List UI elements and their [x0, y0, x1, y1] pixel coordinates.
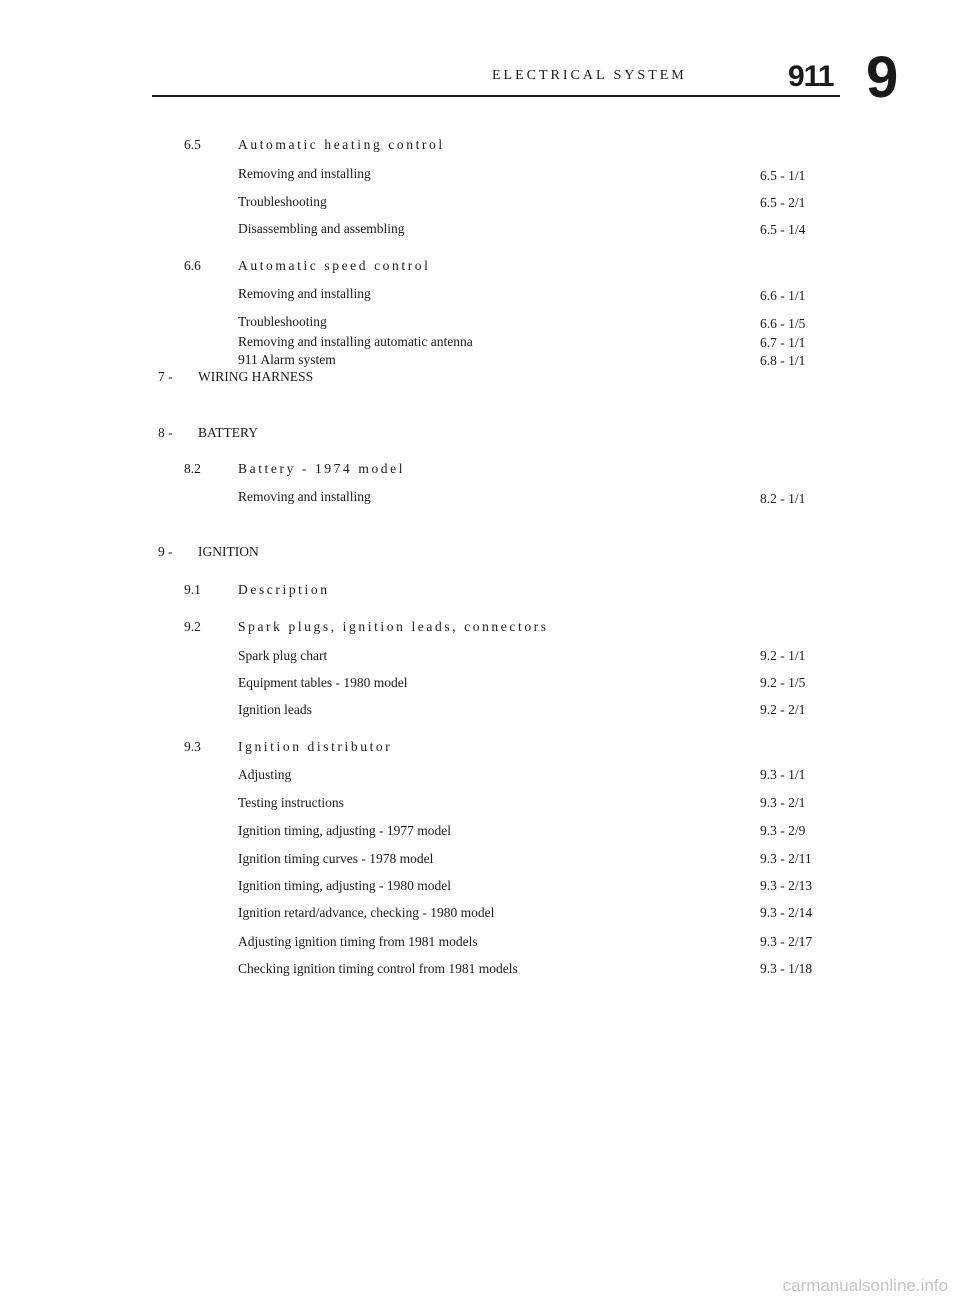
subsection-number: 8.2: [184, 461, 201, 476]
section-title: WIRING HARNESS: [198, 369, 314, 384]
entry-page-ref: 9.3 - 1/1: [760, 767, 806, 782]
entry-label: Testing instructions: [238, 795, 344, 810]
subsection-number: 6.5: [184, 137, 201, 152]
entry-label: Removing and installing: [238, 286, 371, 301]
entry-label: Removing and installing: [238, 166, 371, 181]
entry-label: Ignition leads: [238, 702, 312, 717]
entry-page-ref: 6.5 - 1/1: [760, 168, 806, 183]
section-number: 7 -: [158, 369, 173, 384]
entry-label: Equipment tables - 1980 model: [238, 675, 408, 690]
entry-page-ref: 6.7 - 1/1: [760, 335, 806, 350]
subsection-title: Battery - 1974 model: [238, 461, 406, 476]
entry-page-ref: 9.2 - 1/5: [760, 675, 806, 690]
subsection-number: 9.1: [184, 582, 201, 597]
subsection-title: Automatic heating control: [238, 137, 445, 152]
entry-label: 911 Alarm system: [238, 352, 336, 367]
entry-label: Adjusting: [238, 767, 292, 782]
entry-label: Ignition retard/advance, checking - 1980 model: [238, 905, 495, 920]
subsection-number: 6.6: [184, 258, 201, 273]
entry-label: Checking ignition timing control from 1981 models: [238, 961, 518, 976]
section-number: 9 -: [158, 544, 173, 559]
entry-page-ref: 6.6 - 1/5: [760, 316, 806, 331]
entry-page-ref: 6.5 - 2/1: [760, 195, 806, 210]
entry-label: Adjusting ignition timing from 1981 models: [238, 934, 478, 949]
watermark: carmanualsonline.info: [782, 1276, 948, 1295]
entry-page-ref: 9.3 - 2/17: [760, 934, 813, 949]
entry-label: Spark plug chart: [238, 648, 328, 663]
entry-page-ref: 9.3 - 1/18: [760, 961, 813, 976]
subsection-title: Spark plugs, ignition leads, connectors: [238, 619, 549, 634]
entry-label: Troubleshooting: [238, 314, 327, 329]
entry-page-ref: 9.3 - 2/1: [760, 795, 806, 810]
entry-page-ref: 9.2 - 2/1: [760, 702, 806, 717]
entry-page-ref: 6.8 - 1/1: [760, 353, 806, 368]
header-rule: [152, 95, 840, 97]
subsection-number: 9.3: [184, 739, 201, 754]
entry-label: Ignition timing, adjusting - 1980 model: [238, 878, 451, 893]
entry-page-ref: 8.2 - 1/1: [760, 491, 806, 506]
header-chapter-number: 9: [866, 45, 899, 110]
entry-page-ref: 6.6 - 1/1: [760, 288, 806, 303]
section-title: BATTERY: [198, 425, 259, 440]
section-title: IGNITION: [198, 544, 259, 559]
entry-page-ref: 9.3 - 2/9: [760, 823, 806, 838]
subsection-number: 9.2: [184, 619, 201, 634]
entry-page-ref: 6.5 - 1/4: [760, 222, 806, 237]
entry-page-ref: 9.2 - 1/1: [760, 648, 806, 663]
entry-label: Removing and installing automatic antenna: [238, 334, 473, 349]
entry-label: Ignition timing, adjusting - 1977 model: [238, 823, 451, 838]
entry-label: Disassembling and assembling: [238, 221, 405, 236]
subsection-title: Automatic speed control: [238, 258, 431, 273]
entry-page-ref: 9.3 - 2/11: [760, 851, 812, 866]
header-title: ELECTRICAL SYSTEM: [492, 68, 687, 83]
entry-label: Removing and installing: [238, 489, 371, 504]
entry-label: Troubleshooting: [238, 194, 327, 209]
entry-label: Ignition timing curves - 1978 model: [238, 851, 434, 866]
entry-page-ref: 9.3 - 2/14: [760, 905, 813, 920]
subsection-title: Ignition distributor: [238, 739, 393, 754]
section-number: 8 -: [158, 425, 173, 440]
header-model-number: 911: [788, 60, 834, 93]
subsection-title: Description: [238, 582, 330, 597]
entry-page-ref: 9.3 - 2/13: [760, 878, 813, 893]
